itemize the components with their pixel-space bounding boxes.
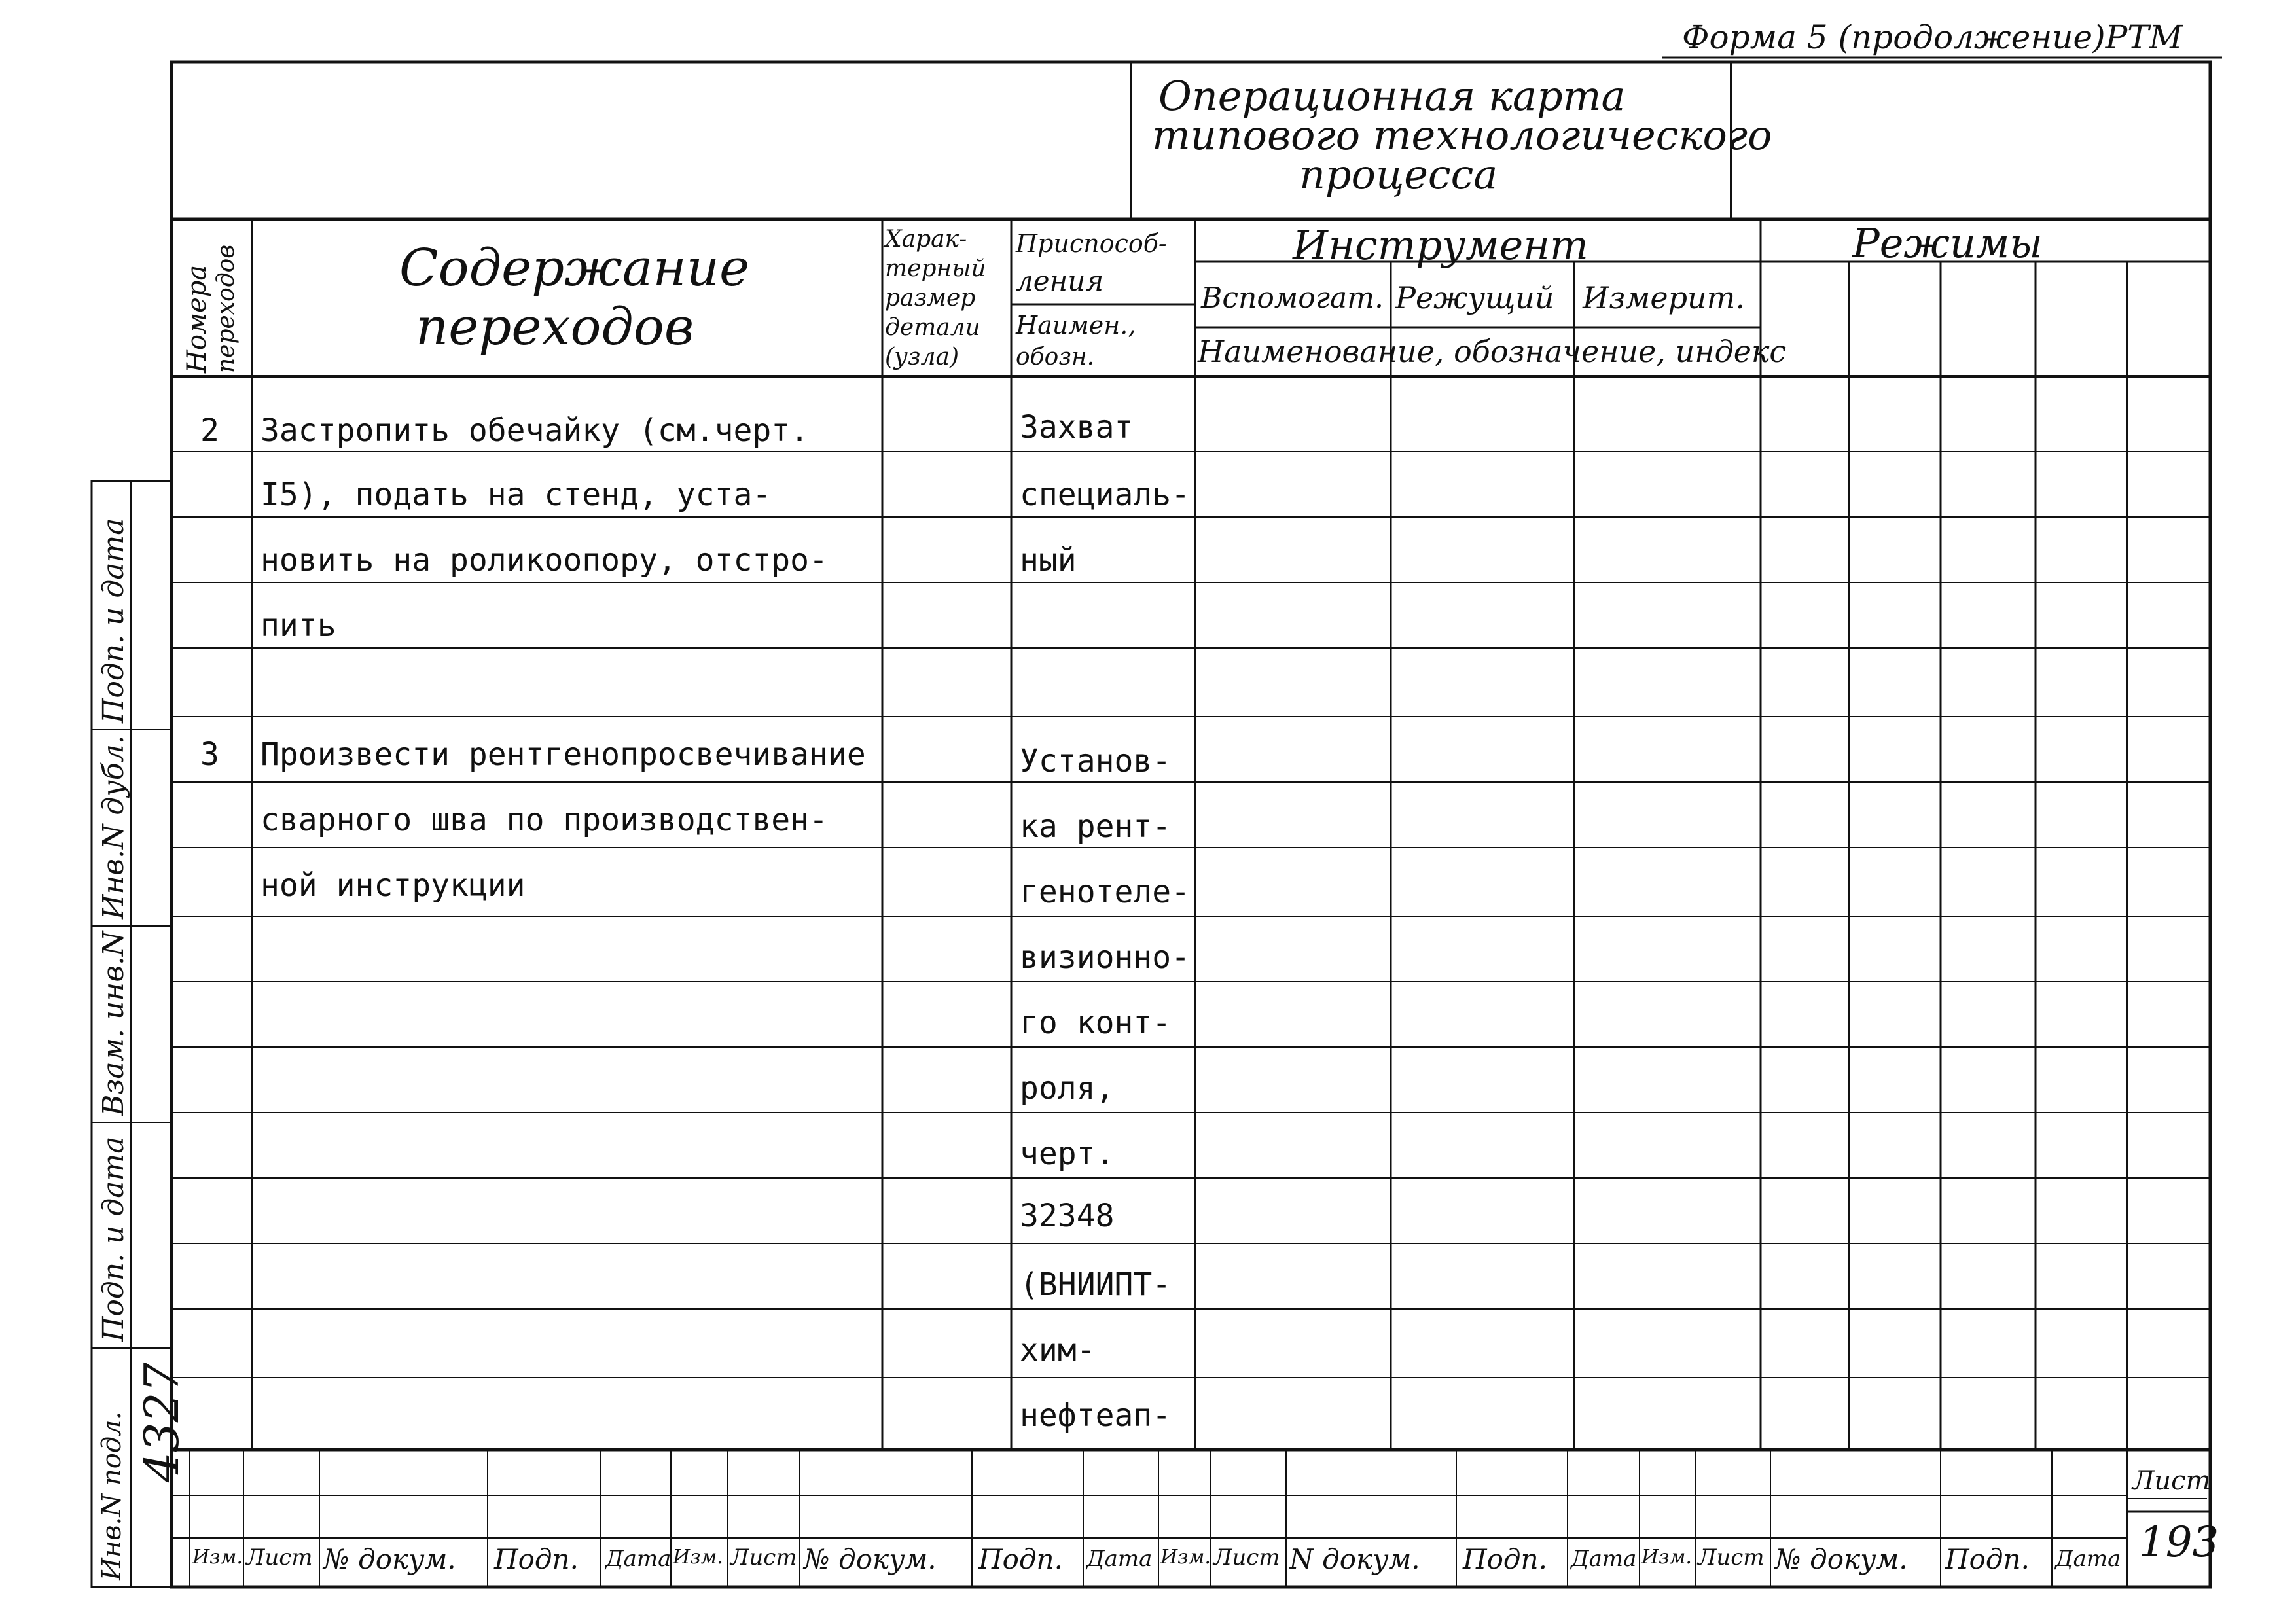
stamp-label: № докум. [804,1543,937,1575]
stamp-label: Подп. [494,1543,579,1575]
row-fixture: ный [1020,542,1077,579]
stamp-label: Лист [1698,1544,1765,1571]
row-fixture: 32348 [1020,1198,1115,1234]
sheet-label: Лист [2132,1466,2211,1496]
sheet-number: 193 [2139,1518,2219,1567]
document-title-line-3: процесса [1299,151,1498,198]
header-tool-naming: Наименование, обозначение, индекс [1198,334,1787,369]
row-fixture: ка рент- [1020,808,1172,845]
stamp-label: Подп. [1945,1543,2030,1575]
row-fixture: хим- [1020,1332,1096,1368]
stamp-label: Дата [605,1546,672,1572]
row-content: ной инструкции [260,867,526,904]
row-content: сварного шва по производствен- [260,802,828,838]
stamp-label: № докум. [323,1543,456,1575]
stamp-label: Изм. [192,1546,243,1569]
header-dimension-5: (узла) [885,344,959,370]
header-content-1: Содержание [399,239,750,298]
stamp-label: Лист [246,1544,313,1571]
document-title-line-1: Операционная карта [1158,72,1626,120]
stamp-label: Дата [1571,1546,1637,1572]
stamp-label: N докум. [1289,1543,1420,1575]
row-content: новить на роликоопору, отстро- [260,542,828,579]
header-tool: Инструмент [1293,221,1588,269]
header-fixtures-sub-1: Наимен., [1016,311,1136,340]
side-label-original-inventory: Инв.N подл. [97,1411,127,1580]
header-dimension-1: Харак- [885,226,967,253]
row-content: пить [260,607,336,644]
row-fixture: (ВНИИПТ- [1020,1266,1172,1303]
stamp-label: Лист [1213,1544,1280,1571]
stamp-label: Изм. [673,1546,723,1569]
side-label-signature-date: Подп. и дата [97,518,130,723]
header-dimension-2: терный [885,255,986,282]
stamp-label: Подп. [1463,1543,1547,1575]
row-fixture: нефтеап- [1020,1397,1172,1434]
header-fixtures-2: ления [1016,265,1104,297]
stamp-label: Дата [2055,1546,2121,1572]
stamp-label: Изм. [1160,1546,1211,1569]
row-content: Застропить обечайку (см.черт. [260,412,810,449]
row-number: 2 [200,412,219,449]
side-label-replaced-inventory: Взам. инв.N [97,931,130,1116]
row-fixture: визионно- [1020,939,1191,976]
document-title-line-2: типового технологического [1152,111,1772,159]
header-content-2: переходов [416,298,694,357]
row-fixture: Установ- [1020,743,1172,779]
header-dimension-3: размер [885,285,976,312]
side-label-signature-date-2: Подп. и дата [97,1136,130,1342]
row-fixture: черт. [1020,1135,1115,1172]
row-number: 3 [200,736,219,773]
header-tool-cut: Режущий [1395,280,1554,315]
header-step-number-1: Номера [182,264,212,373]
header-fixtures-1: Приспособ- [1016,229,1167,258]
row-content: I5), подать на стенд, уста- [260,476,772,513]
header-step-number-2: переходов [213,244,240,373]
row-fixture: специаль- [1020,476,1191,513]
side-label-duplicate-inventory: Инв.N дубл. [97,735,130,919]
stamp-label: Дата [1086,1546,1153,1572]
header-modes: Режимы [1852,219,2043,267]
header-tool-measuring: Измерит. [1583,280,1745,315]
stamp-label: Подп. [978,1543,1063,1575]
form-label: Форма 5 (продолжение)РТМ [1682,18,2183,56]
row-fixture: го конт- [1020,1005,1172,1041]
header-fixtures-sub-2: обозн. [1016,344,1095,370]
inventory-number: 4327 [134,1362,189,1482]
stamp-label: № докум. [1775,1543,1908,1575]
header-dimension-4: детали [885,314,980,341]
row-fixture: роля, [1020,1070,1115,1107]
row-fixture: Захват [1020,409,1134,446]
stamp-label: Изм. [1641,1546,1692,1569]
stamp-label: Лист [730,1544,797,1571]
row-content: Произвести рентгенопросвечивание [260,736,866,773]
row-fixture: генотеле- [1020,874,1191,910]
header-tool-aux: Вспомогат. [1201,281,1384,315]
